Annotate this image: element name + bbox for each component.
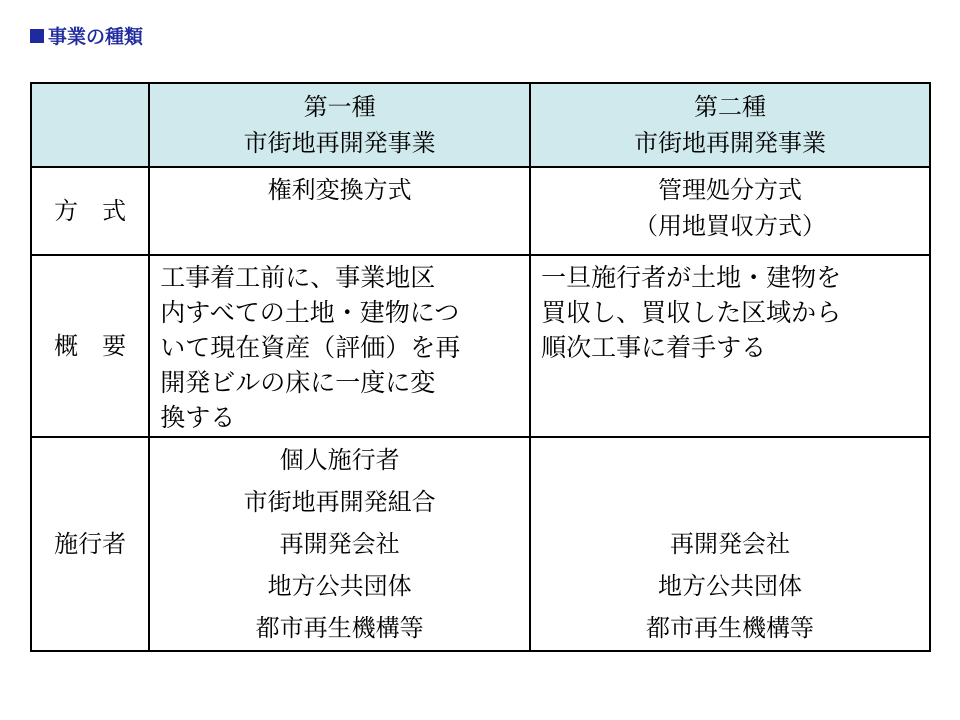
executor-type2-cell (530, 437, 930, 651)
method-type2-line2: （用地買収方式） (634, 212, 827, 240)
overview-type2-cell (530, 255, 930, 437)
executor-type2-spacer (531, 439, 929, 523)
header-type1-line2: 市街地再開発事業 (243, 129, 436, 157)
row-label-overview: 概 要 (31, 255, 149, 437)
page-title (30, 22, 143, 49)
overview-type2-line2: 買収し、買収した区域から (541, 298, 842, 327)
header-type2-line2: 市街地再開発事業 (634, 129, 827, 157)
executor-type1-line5: 都市再生機構等 (255, 614, 424, 642)
overview-type1-line2: 内すべての土地・建物につ (160, 298, 460, 327)
executor-type1-cell (149, 437, 530, 651)
overview-type1-cell (149, 255, 530, 437)
table-header-row (31, 83, 930, 167)
executor-type2-line1: 再開発会社 (670, 530, 791, 558)
executor-type2-line2: 地方公共団体 (658, 572, 803, 600)
business-types-table (30, 82, 931, 652)
page-title-text: 事業の種類 (48, 26, 144, 48)
overview-type1-line1: 工事着工前に、事業地区 (160, 263, 436, 292)
method-type2-line1: 管理処分方式 (658, 176, 803, 204)
overview-type1-line5: 換する (160, 403, 236, 432)
overview-type1-line4: 開発ビルの床に一度に変 (160, 368, 436, 397)
executor-type2-line3: 都市再生機構等 (646, 614, 815, 642)
header-corner-cell (31, 83, 149, 167)
row-label-executor: 施行者 (31, 437, 149, 651)
overview-type2-line3: 順次工事に着手する (541, 333, 767, 362)
executor-type1-line4: 地方公共団体 (267, 572, 412, 600)
method-type2-cell (530, 167, 930, 255)
overview-type1-line3: いて現在資産（評価）を再 (160, 333, 461, 362)
table-row-method (31, 167, 930, 255)
overview-type2-line1: 一旦施行者が土地・建物を (541, 263, 842, 292)
square-bullet-icon (30, 29, 44, 43)
executor-type1-line1: 個人施行者 (279, 446, 400, 474)
header-type1-cell (149, 83, 530, 167)
header-type2-cell (530, 83, 930, 167)
method-type1-line: 権利変換方式 (267, 176, 412, 204)
table-row-executor (31, 437, 930, 651)
table-row-overview (31, 255, 930, 437)
executor-type1-line3: 再開発会社 (279, 530, 400, 558)
executor-type1-line2: 市街地再開発組合 (243, 488, 436, 516)
header-type1-line1: 第一種 (303, 93, 376, 121)
method-type1-cell (149, 167, 530, 255)
row-label-method: 方 式 (31, 167, 149, 255)
header-type2-line1: 第二種 (694, 93, 767, 121)
